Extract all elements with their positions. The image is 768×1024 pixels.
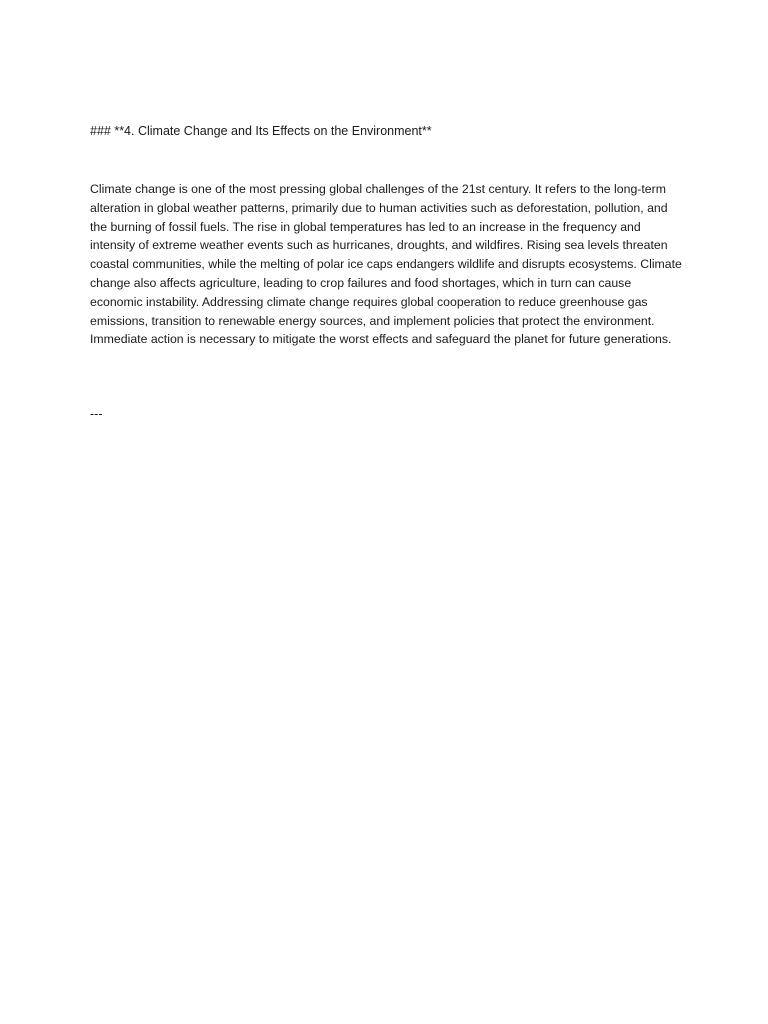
section-separator: --- bbox=[90, 407, 103, 421]
body-paragraph: Climate change is one of the most pressing global challenges of the 21st century. It refers to the long-term alteration in global weather patterns, primarily due to human activities such as deforestation, pollution, and the burning of fossil fuels. The rise in global temperatures has led to an increase in the frequency and intensity of extreme weather events such as hurricanes, droughts, and wildfires. Rising sea levels threaten coastal communities, while the melting of polar ice caps endangers wildlife and disrupts ecosystems. Climate change also affects agriculture, leading to crop failures and food shortages, which in turn can cause economic instability. Addressing climate change requires global cooperation to reduce greenhouse gas emissions, transition to renewable energy sources, and implement policies that protect the environment. Immediate action is necessary to mitigate the worst effects and safeguard the planet for future generations. bbox=[90, 182, 682, 347]
section-heading: ### **4. Climate Change and Its Effects on the Environment** bbox=[90, 124, 432, 138]
